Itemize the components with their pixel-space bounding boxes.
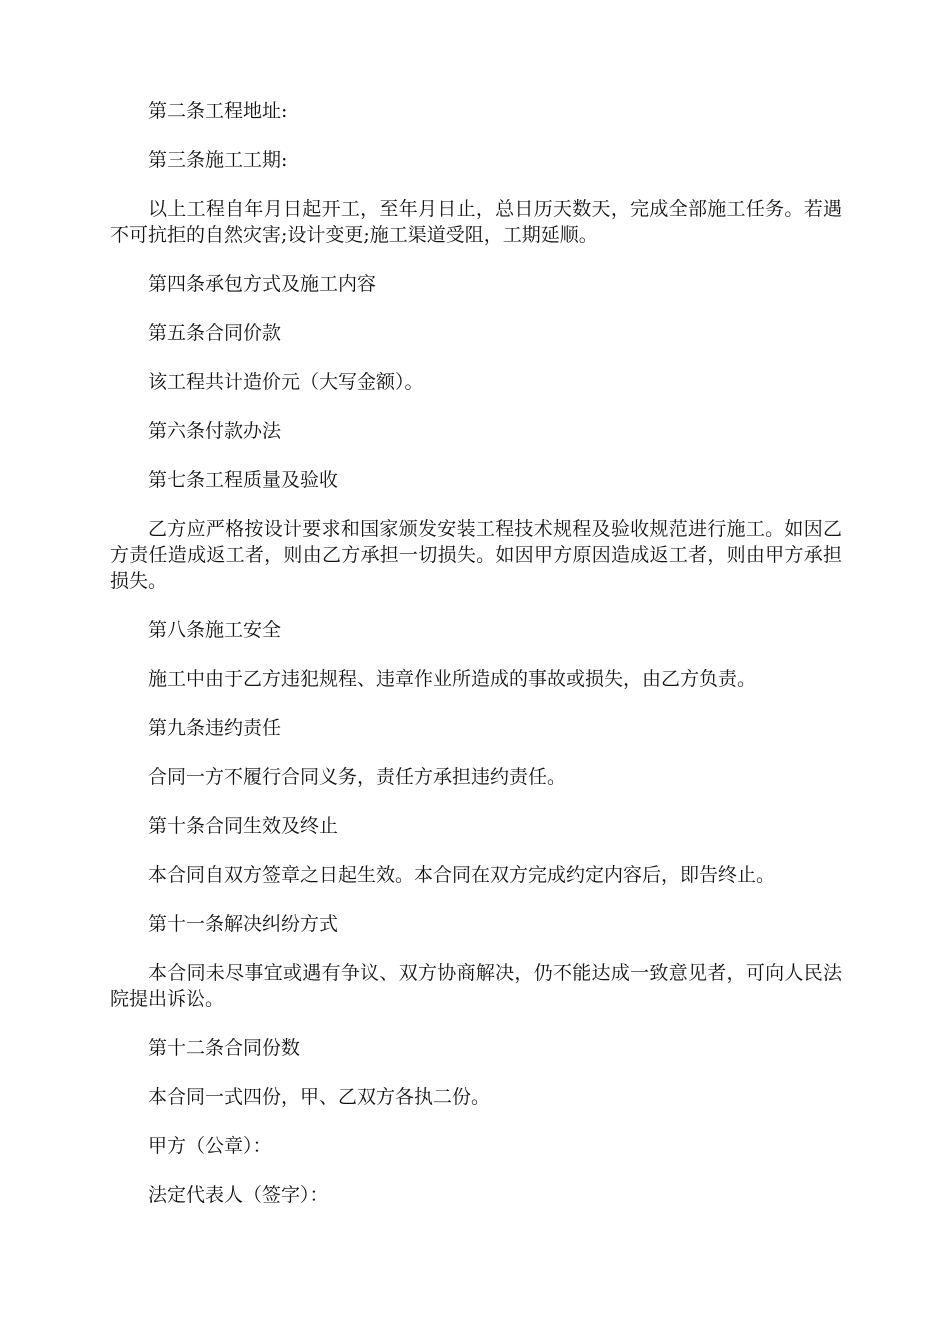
clause-11-text: 本合同未尽事宜或遇有争议、双方协商解决，仍不能达成一致意见者，可向人民法院提出诉讼。 bbox=[110, 962, 842, 1010]
clause-6-heading: 第六条付款办法 bbox=[148, 420, 282, 442]
clause-8-text: 施工中由于乙方违犯规程、违章作业所造成的事故或损失，由乙方负责。 bbox=[148, 668, 757, 690]
clause-4-heading: 第四条承包方式及施工内容 bbox=[148, 273, 377, 295]
document-body bbox=[110, 98, 842, 1231]
clause-7-text: 乙方应严格按设计要求和国家颁发安装工程技术规程及验收规范进行施工。如因乙方责任造成返工者，则由乙方承担一切损失。如因甲方原因造成返工者，则由甲方承担损失。 bbox=[110, 518, 842, 592]
clause-8-heading: 第八条施工安全 bbox=[148, 619, 282, 641]
clause-9-heading: 第九条违约责任 bbox=[148, 717, 282, 739]
party-a-seal-line: 甲方（公章）： bbox=[148, 1135, 272, 1157]
clause-10-heading: 第十条合同生效及终止 bbox=[148, 815, 339, 837]
clause-7-heading: 第七条工程质量及验收 bbox=[148, 469, 339, 491]
legal-representative-signature-line: 法定代表人（签字）： bbox=[148, 1184, 329, 1206]
clause-2-heading: 第二条工程地址: bbox=[148, 100, 288, 122]
clause-10-text: 本合同自双方签章之日起生效。本合同在双方完成约定内容后，即告终止。 bbox=[148, 864, 776, 886]
clause-3-text: 以上工程自年月日起开工，至年月日止，总日历天数天，完成全部施工任务。若遇不可抗拒的自然灾害;设计变更;施工渠道受阻，工期延顺。 bbox=[110, 198, 842, 246]
clause-3-heading: 第三条施工工期: bbox=[148, 149, 288, 171]
clause-12-heading: 第十二条合同份数 bbox=[148, 1037, 301, 1059]
clause-5-text: 该工程共计造价元（大写金额）。 bbox=[148, 371, 424, 393]
clause-9-text: 合同一方不履行合同义务，责任方承担违约责任。 bbox=[148, 766, 567, 788]
clause-12-text: 本合同一式四份，甲、乙双方各执二份。 bbox=[148, 1086, 491, 1108]
clause-5-heading: 第五条合同价款 bbox=[148, 322, 282, 344]
clause-11-heading: 第十一条解决纠纷方式 bbox=[148, 913, 339, 935]
